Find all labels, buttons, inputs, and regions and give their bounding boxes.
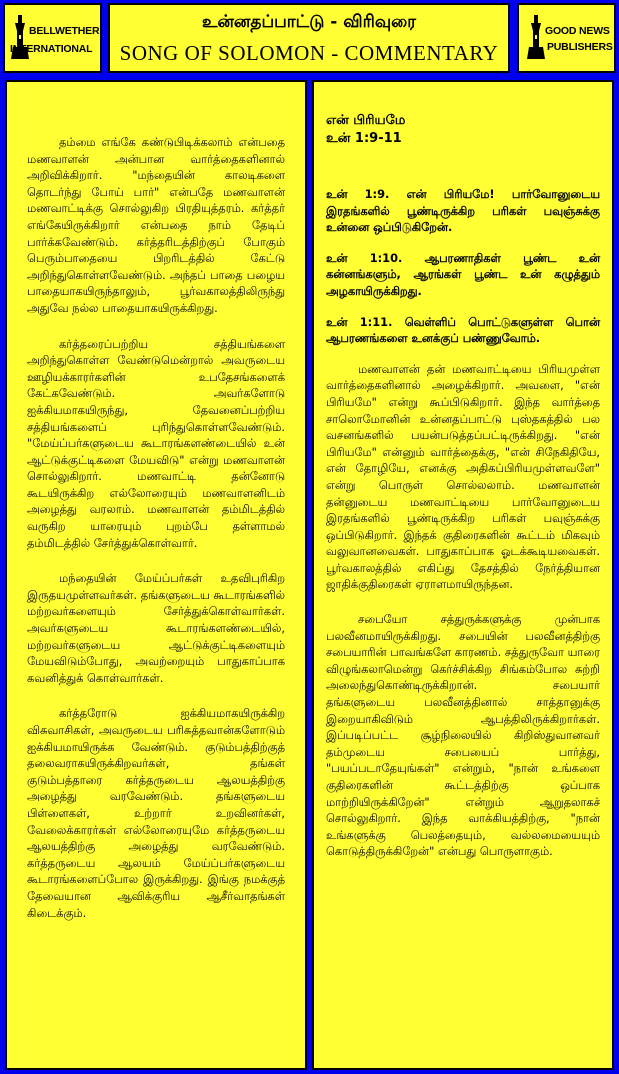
verse: உன் 1:9. என் பிரியமே! பார்வோனுடைய இரதங்களில் பூண்டிருக்கிற பரிகள் பவுஞ்சுக்கு உன்னை ஒப்பிடுகிறேன்.: [326, 187, 600, 235]
left-column: [5, 80, 307, 1070]
right-column: [312, 80, 614, 1070]
paragraph: மணவாளன் தன் மணவாட்டியை பிரியமுள்ள வார்த்தைகளினால் அழைக்கிறார். அவளை, "என் பிரியமே" என்று கூப்பிடுகிறார். இந்த வார்த்தை சாலொமோனின் உன்னதப்பாட்டு புஸ்தகத்தில் பல வசனங்களில் பயன்படுத்தப்பட்டிருக்கிறது. "என் பிரியமே" என்னும் வார்த்தைக்கு, "என் சிநேகிதியே, என் தோழியே, எனக்கு அதிகப்பிரியமுள்ளவளே" என்று பொருள் சொல்லலாம். மணவாளன் தன்னுடைய மணவாட்டியை பார்வோனுடைய இரதங்களில் பூண்டிருக்கிற பரிகள் பவுஞ்சுக்கு ஒப்பிடுகிறார். இந்தக் குதிரைகளின் கூட்டம் மிகவும் வலுவானவைகள். பாதுகாப்பாக ஓடக்கூடியவைகள். பூர்வகாலத்தில் எகிப்து தேசத்தில் நேர்த்தியான ஜாதிக்குதிரைகள் ஏராளமாயிருந்தன.: [326, 361, 600, 592]
good-news-logo: [517, 3, 616, 73]
paragraph: கர்த்தரைப்பற்றிய சத்தியங்களை அறிந்துகொள்ள வேண்டுமென்றால் அவருடைய ஊழியக்காரர்களின் உபதேசங்களைக் கேட்கவேண்டும். அவர்களோடு ஐக்கியமாகயிருந்து, தேவனைப்பற்றிய சத்தியங்களைப் புரிந்துகொள்ளவேண்டும். "மேய்ப்பர்களுடைய கூடாரங்களண்டையில் உன் ஆட்டுக்குட்டிகளை மேயவிடு" என்று மணவாளன் சொல்லுகிறார். மணவாட்டி தன்னோடு கூடயிருக்கிற எல்லோரையும் மணவாளனிடம் அழைத்து வரலாம். மணவாளன் தம்மிடத்தில் வருகிற யாரையும் புறம்பே தள்ளாமல் தம்மிடத்தில் சேர்த்துக்கொள்வார்.: [27, 336, 285, 550]
logo-text-line1: BELLWETHER: [29, 25, 100, 37]
heading-reference: உன் 1:9-11: [326, 131, 402, 146]
title-banner: [108, 3, 510, 73]
tower-icon: [527, 13, 545, 61]
bellwether-logo: [3, 3, 102, 73]
header: [0, 0, 619, 78]
verse: உன் 1:11. வெள்ளிப் பொட்டுகளுள்ள பொன் ஆபரணங்களை உனக்குப் பண்ணுவோம்.: [326, 314, 600, 346]
paragraph: சபையோ சத்துருக்களுக்கு முன்பாக பலவீனமாயிருக்கிறது. சபையின் பலவீனத்திற்கு சபையாரின் பாவங்களே காரணம். சத்துருவோ யாரை விழுங்கலாமென்று கெர்ச்சிக்கிற சிங்கம்போல சுற்றி அலைந்துகொண்டிருக்கிறான். சபையார் தங்களுடைய பலவீனத்தினால் சாத்தானுக்கு இறையாகிவிடும் ஆபத்திலிருக்கிறார்கள். இப்படிப்பட்ட சூழ்நிலையில் கிறிஸ்துவானவர் தம்முடைய சபையைப் பார்த்து, "பயப்படாதேயுங்கள்" என்றும், "நான் உங்களை குதிரைகளின் கூட்டத்திற்கு ஒப்பாக மாற்றியிருக்கிறேன்" என்றும் ஆறுதலாகச் சொல்லுகிறார். இந்த வாக்கியத்திற்கு, "நான் உங்களுக்கு பெலத்தையும், வல்லமையையும் கொடுத்திருக்கிறேன்" என்பது பொருளாகும்.: [326, 612, 600, 859]
paragraph: தம்மை எங்கே கண்டுபிடிக்கலாம் என்பதை மணவாளன் அன்பான வார்த்தைகளினால் அறிவிக்கிறார். "மந்தையின் காலடிகளை தொடர்ந்து போய் பார்" என்பதே மணவாளன் மணவாட்டிக்கு சொல்லுகிற பிரதியுத்தரம். கர்த்தர் எங்கேயிருக்கிறார் என்பதை நாம் தேடிப் பார்க்கவேண்டும். கர்த்தரிடத்திற்குப் போகும் பெரும்பாதையை பிறரிடத்தில் கேட்டு அறிந்துகொள்ளவேண்டும். அந்தப் பாதை பழைய பாதையாகயிருந்தாலும், பூர்வகாலத்திலிருந்து அதுவே நல்ல பாதையாகயிருக்கிறது.: [27, 135, 285, 315]
paragraph: கர்த்தரோடு ஐக்கியமாகயிருக்கிற விசுவாசிகள், அவருடைய பரிசுத்தவான்களோடும் ஐக்கியமாயிருக்க வேண்டும். குடும்பத்திற்குத் தலைவராகயிருக்கிறவர்கள், தங்கள் குடும்பத்தாரை கர்த்தருடைய ஆலயத்திற்கு அழைத்து வரவேண்டும். தங்களுடைய பிள்ளைகள், உற்றார் உறவினர்கள், வேலைக்காரர்கள் எல்லோரையுமே கர்த்தருடைய ஆலயத்திற்கு அழைத்து வரவேண்டும். கர்த்தருடைய ஆலயம் மேய்ப்பர்களுடைய கூடாரங்களைப்போல இருக்கிறது. இங்கு நமக்குத் தேவையான ஆவிக்குரிய ஆசீர்வாதங்கள் கிடைக்கும்.: [27, 706, 285, 920]
logo-text-line2: INTERNATIONAL: [10, 43, 93, 55]
logo-text-line1: GOOD NEWS: [545, 25, 610, 37]
heading-title: என் பிரியமே: [326, 113, 406, 128]
logo-text-line2: PUBLISHERS: [547, 41, 613, 53]
title-tamil: உன்னதப்பாட்டு - விரிவுரை: [202, 12, 416, 32]
paragraph: மந்தையின் மேய்ப்பர்கள் உதவிபுரிகிற இருதயமுள்ளவர்கள். தங்களுடைய கூடாரங்களில் மற்றவர்களையும் சேர்த்துக்கொள்வார்கள். அவர்களுடைய கூடாரங்களண்டையில், மற்றவர்களுடைய ஆட்டுக்குட்டிகளையும் மேயவிடும்போது, அவற்றையும் பாதுகாப்பாக கவனித்துக் கொள்வார்கள்.: [27, 571, 285, 685]
section-heading: [326, 112, 600, 148]
title-english: SONG OF SOLOMON - COMMENTARY: [119, 41, 499, 65]
verse: உன் 1:10. ஆபரணாதிகள் பூண்ட உன் கன்னங்களும், ஆரங்கள் பூண்ட உன் கழுத்தும் அழகாயிருக்கிறது.: [326, 250, 600, 298]
